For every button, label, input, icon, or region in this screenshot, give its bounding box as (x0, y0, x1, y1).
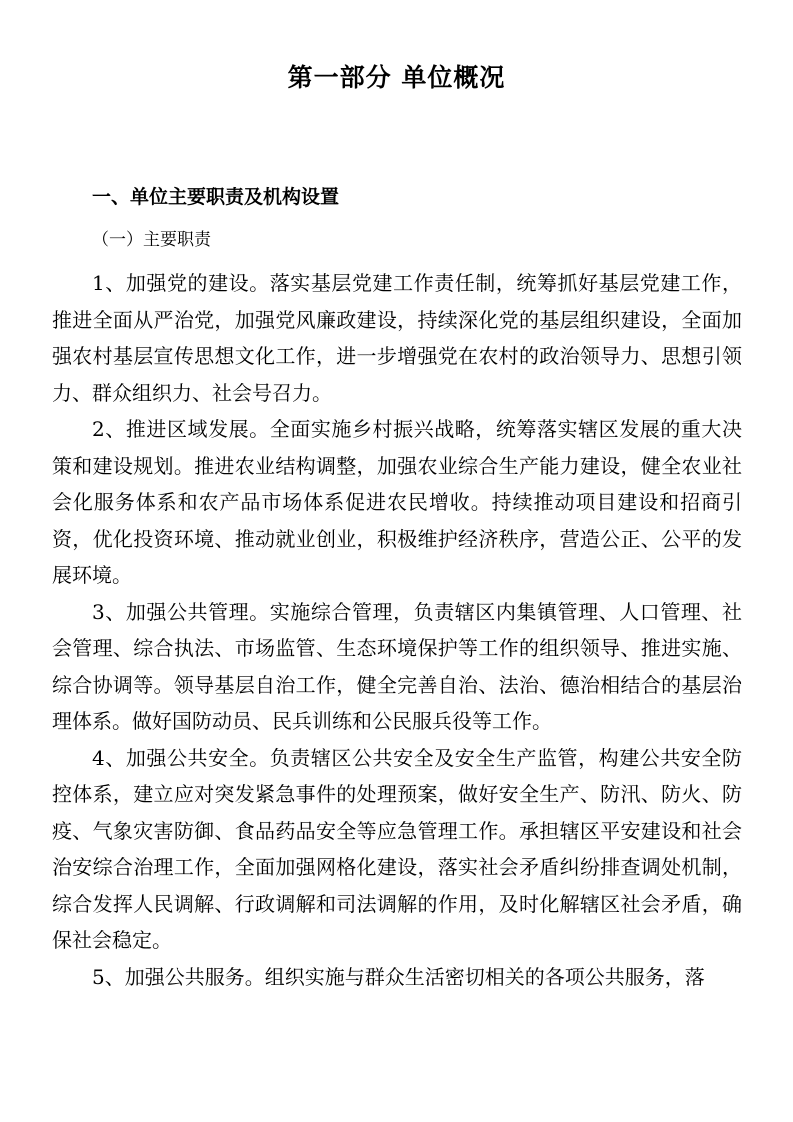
subsection-heading: （一）主要职责 (92, 230, 211, 250)
paragraph-2: 2、推进区域发展。全面实施乡村振兴战略，统筹落实辖区发展的重大决策和建设规划。推进农业结构调整，加强农业综合生产能力建设，健全农业社会化服务体系和农产品市场体系促进农民增收。持续推动项目建设和招商引资，优化投资环境、推动就业创业，积极维护经济秩序，营造公正、公平的发展环境。 (52, 417, 742, 587)
page-title: 第一部分 单位概况 (287, 63, 506, 92)
paragraph-3: 3、加强公共管理。实施综合管理，负责辖区内集镇管理、人口管理、社会管理、综合执法、市场监管、生态环境保护等工作的组织领导、推进实施、综合协调等。领导基层自治工作，健全完善自治、法治、德治相结合的基层治理体系。做好国防动员、民兵训练和公民服兵役等工作。 (52, 599, 742, 733)
body-text (52, 265, 742, 995)
section-heading: 一、单位主要职责及机构设置 (92, 186, 340, 208)
paragraph-1: 1、加强党的建设。落实基层党建工作责任制，统筹抓好基层党建工作，推进全面从严治党，加强党风廉政建设，持续深化党的基层组织建设，全面加强农村基层宣传思想文化工作，进一步增强党在农村的政治领导力、思想引领力、群众组织力、社会号召力。 (52, 271, 742, 405)
paragraph-4: 4、加强公共安全。负责辖区公共安全及安全生产监管，构建公共安全防控体系，建立应对突发紧急事件的处理预案，做好安全生产、防汛、防火、防疫、气象灾害防御、食品药品安全等应急管理工作。承担辖区平安建设和社会治安综合治理工作，全面加强网格化建设，落实社会矛盾纠纷排查调处机制，综合发挥人民调解、行政调解和司法调解的作用，及时化解辖区社会矛盾，确保社会稳定。 (52, 745, 742, 952)
paragraph-5: 5、加强公共服务。组织实施与群众生活密切相关的各项公共服务，落 (92, 964, 705, 989)
